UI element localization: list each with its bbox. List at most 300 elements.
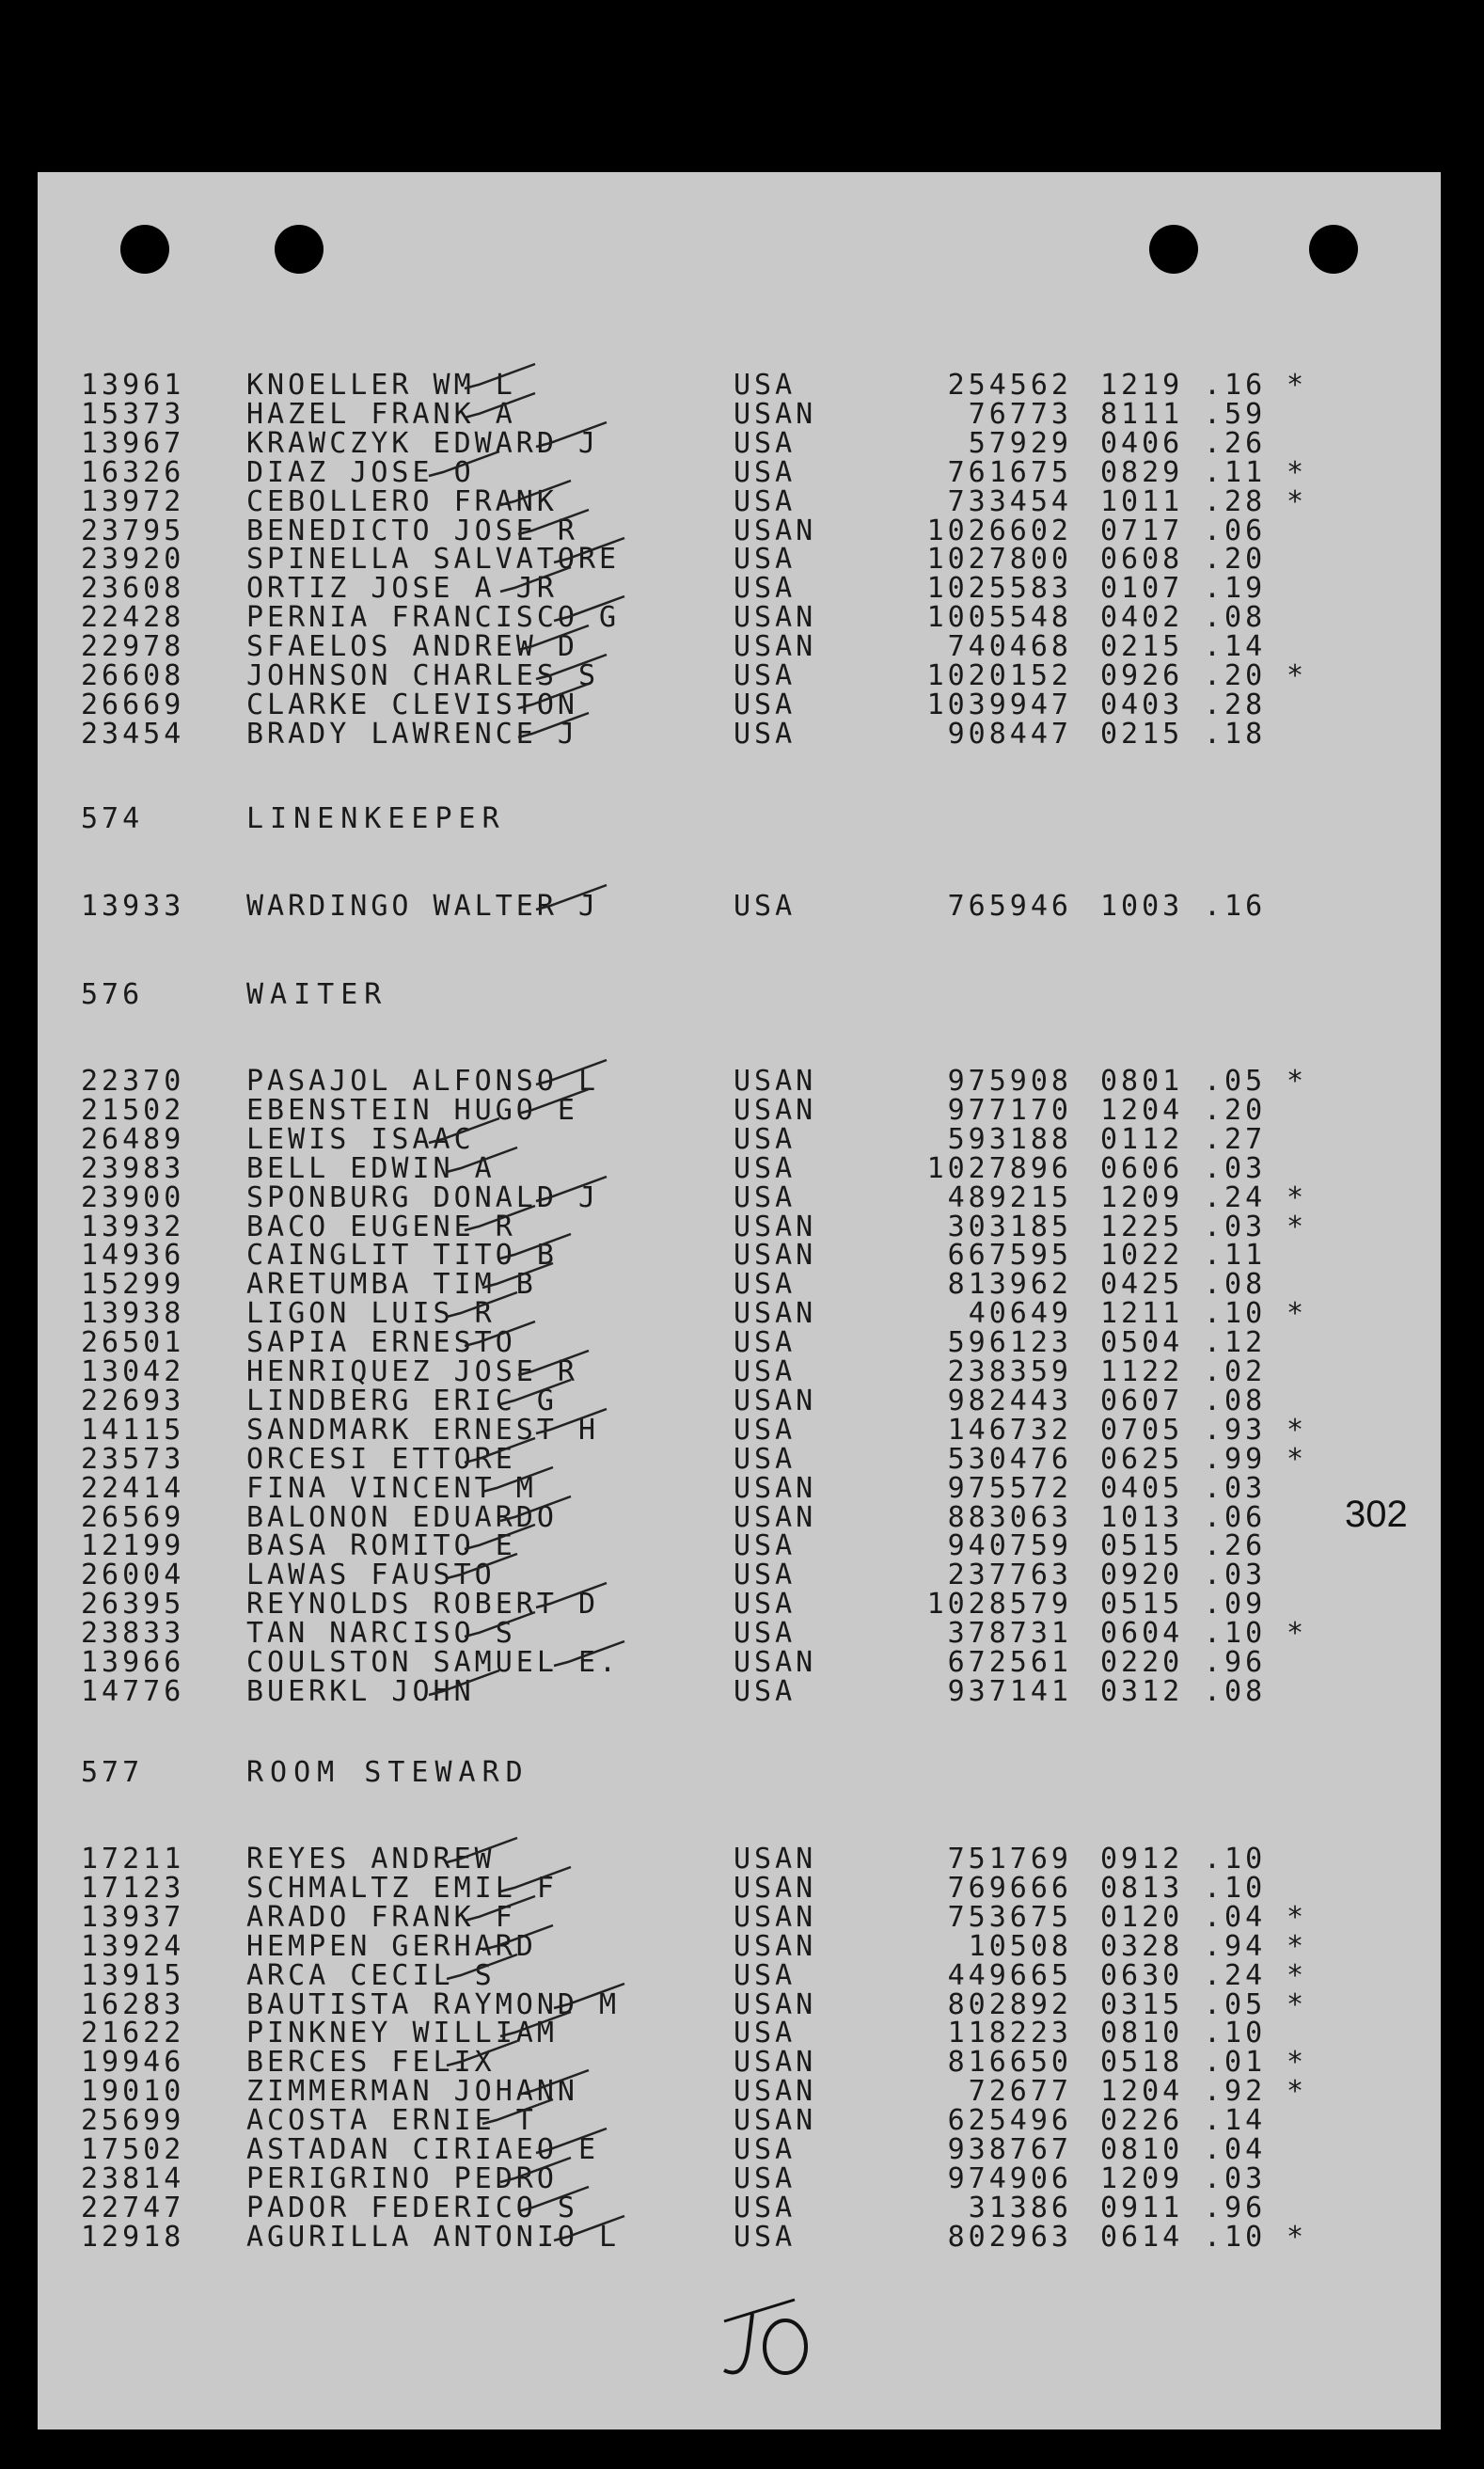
employee-name: LINDBERG ERIC G — [246, 1384, 558, 1417]
employee-name: SAPIA ERNESTO — [246, 1326, 516, 1360]
employee-id: 21622 — [81, 2017, 185, 2050]
page-number: 302 — [1345, 1494, 1408, 1535]
employee-name: BRADY LAWRENCE J — [246, 717, 578, 751]
document-number: 761675 — [947, 455, 1072, 489]
document-number: 76773 — [968, 397, 1072, 431]
rate-value: .04 — [1204, 2133, 1267, 2166]
nationality: USAN — [734, 2046, 817, 2080]
star-flag: * — [1287, 1987, 1308, 2021]
rate-value: .08 — [1204, 1384, 1267, 1417]
employee-id: 26569 — [81, 1500, 185, 1534]
date-code: 0604 — [1100, 1617, 1184, 1651]
employee-id: 13933 — [81, 890, 185, 923]
document-number: 1026602 — [926, 514, 1072, 547]
document-number: 940759 — [947, 1529, 1072, 1563]
document-number: 57929 — [968, 426, 1072, 460]
rate-value: .08 — [1204, 1674, 1267, 1708]
rate-value: .06 — [1204, 1500, 1267, 1534]
nationality: USA — [734, 1674, 797, 1708]
employee-name: BENEDICTO JOSE R — [246, 514, 578, 547]
nationality: USA — [734, 2017, 797, 2050]
nationality: USAN — [734, 1384, 817, 1417]
date-code: 0107 — [1100, 572, 1184, 606]
rate-value: .10 — [1204, 1871, 1267, 1905]
star-flag: * — [1287, 484, 1308, 518]
employee-id: 16283 — [81, 1987, 185, 2021]
employee-name: JOHNSON CHARLES S — [246, 659, 600, 692]
employee-id: 16326 — [81, 455, 185, 489]
nationality: USAN — [734, 514, 817, 547]
document-number: 489215 — [947, 1180, 1072, 1214]
nationality: USA — [734, 1617, 797, 1651]
date-code: 0518 — [1100, 2046, 1184, 2080]
nationality: USAN — [734, 1646, 817, 1679]
date-code: 0705 — [1100, 1413, 1184, 1447]
date-code: 1003 — [1100, 890, 1184, 923]
employee-id: 26395 — [81, 1588, 185, 1622]
employee-name: LAWAS FAUSTO — [246, 1559, 496, 1592]
rate-value: .03 — [1204, 1210, 1267, 1243]
nationality: USAN — [734, 601, 817, 635]
nationality: USAN — [734, 1065, 817, 1098]
nationality: USA — [734, 426, 797, 460]
date-code: 0630 — [1100, 1958, 1184, 1992]
employee-id: 23795 — [81, 514, 185, 547]
rate-value: .11 — [1204, 1239, 1267, 1273]
employee-name: KRAWCZYK EDWARD J — [246, 426, 600, 460]
nationality: USAN — [734, 1239, 817, 1273]
rate-value: .92 — [1204, 2075, 1267, 2109]
star-flag: * — [1287, 1929, 1308, 1963]
date-code: 0215 — [1100, 717, 1184, 751]
document-number: 813962 — [947, 1268, 1072, 1302]
employee-id: 12918 — [81, 2220, 185, 2254]
rate-value: .08 — [1204, 601, 1267, 635]
employee-id: 26004 — [81, 1559, 185, 1592]
rate-value: .26 — [1204, 426, 1267, 460]
document-number: 254562 — [947, 369, 1072, 402]
section-code: 576 — [81, 978, 144, 1011]
rate-value: .05 — [1204, 1987, 1267, 2021]
employee-id: 23900 — [81, 1180, 185, 1214]
document-number: 118223 — [947, 2017, 1072, 2050]
rate-value: .10 — [1204, 2017, 1267, 2050]
date-code: 8111 — [1100, 397, 1184, 431]
date-code: 0810 — [1100, 2133, 1184, 2166]
employee-name: HENRIQUEZ JOSE R — [246, 1355, 578, 1388]
employee-name: ARCA CECIL S — [246, 1958, 496, 1992]
rate-value: .10 — [1204, 1297, 1267, 1331]
rate-value: .96 — [1204, 2191, 1267, 2224]
employee-id: 14776 — [81, 1674, 185, 1708]
employee-name: ORCESI ETTORE — [246, 1442, 516, 1476]
date-code: 0614 — [1100, 2220, 1184, 2254]
employee-name: BAUTISTA RAYMOND M — [246, 1987, 621, 2021]
star-flag: * — [1287, 2046, 1308, 2080]
date-code: 0406 — [1100, 426, 1184, 460]
employee-id: 13924 — [81, 1929, 185, 1963]
nationality: USA — [734, 890, 797, 923]
nationality: USA — [734, 543, 797, 577]
rate-value: .28 — [1204, 484, 1267, 518]
nationality: USA — [734, 2133, 797, 2166]
document-number: 303185 — [947, 1210, 1072, 1243]
star-flag: * — [1287, 1065, 1308, 1098]
date-code: 0120 — [1100, 1900, 1184, 1934]
rate-value: .96 — [1204, 1646, 1267, 1679]
star-flag: * — [1287, 1617, 1308, 1651]
rate-value: .03 — [1204, 2161, 1267, 2195]
document-number: 449665 — [947, 1958, 1072, 1992]
employee-id: 23573 — [81, 1442, 185, 1476]
nationality: USA — [734, 2161, 797, 2195]
date-code: 1209 — [1100, 1180, 1184, 1214]
employee-id: 23920 — [81, 543, 185, 577]
employee-name: PERNIA FRANCISCO G — [246, 601, 621, 635]
nationality: USA — [734, 1413, 797, 1447]
date-code: 1204 — [1100, 2075, 1184, 2109]
rate-value: .14 — [1204, 630, 1267, 664]
employee-id: 13937 — [81, 1900, 185, 1934]
nationality: USAN — [734, 397, 817, 431]
date-code: 0504 — [1100, 1326, 1184, 1360]
star-flag: * — [1287, 1958, 1308, 1992]
employee-id: 15373 — [81, 397, 185, 431]
date-code: 0810 — [1100, 2017, 1184, 2050]
nationality: USAN — [734, 1900, 817, 1934]
employee-id: 25699 — [81, 2104, 185, 2138]
document-number: 765946 — [947, 890, 1072, 923]
employee-id: 23454 — [81, 717, 185, 751]
date-code: 0425 — [1100, 1268, 1184, 1302]
document-number: 908447 — [947, 717, 1072, 751]
date-code: 0625 — [1100, 1442, 1184, 1476]
nationality: USAN — [734, 1871, 817, 1905]
rate-value: .16 — [1204, 369, 1267, 402]
document-number: 72677 — [968, 2075, 1072, 2109]
document-number: 975572 — [947, 1471, 1072, 1505]
employee-id: 13938 — [81, 1297, 185, 1331]
rate-value: .93 — [1204, 1413, 1267, 1447]
employee-name: COULSTON SAMUEL E. — [246, 1646, 621, 1679]
employee-name: CAINGLIT TITO B — [246, 1239, 558, 1273]
employee-name: PADOR FEDERICO S — [246, 2191, 578, 2224]
rate-value: .03 — [1204, 1559, 1267, 1592]
employee-name: KNOELLER WM L — [246, 369, 516, 402]
employee-name: LIGON LUIS R — [246, 1297, 496, 1331]
document-number: 238359 — [947, 1355, 1072, 1388]
star-flag: * — [1287, 369, 1308, 402]
rate-value: .19 — [1204, 572, 1267, 606]
document-number: 802892 — [947, 1987, 1072, 2021]
date-code: 0403 — [1100, 688, 1184, 721]
rate-value: .20 — [1204, 659, 1267, 692]
punch-hole — [1149, 225, 1198, 274]
document-number: 802963 — [947, 2220, 1072, 2254]
employee-id: 22978 — [81, 630, 185, 664]
employee-id: 19946 — [81, 2046, 185, 2080]
date-code: 0215 — [1100, 630, 1184, 664]
date-code: 1011 — [1100, 484, 1184, 518]
nationality: USA — [734, 659, 797, 692]
employee-id: 13042 — [81, 1355, 185, 1388]
document-number: 31386 — [968, 2191, 1072, 2224]
date-code: 0920 — [1100, 1559, 1184, 1592]
employee-id: 21502 — [81, 1093, 185, 1127]
bottom-mark-text: J0 — [705, 2295, 707, 2296]
nationality: USA — [734, 1442, 797, 1476]
document-number: 1020152 — [926, 659, 1072, 692]
nationality: USA — [734, 1122, 797, 1156]
employee-name: BALONON EDUARDO — [246, 1500, 558, 1534]
nationality: USAN — [734, 2104, 817, 2138]
document-number: 937141 — [947, 1674, 1072, 1708]
rate-value: .24 — [1204, 1180, 1267, 1214]
date-code: 1211 — [1100, 1297, 1184, 1331]
document-number: 237763 — [947, 1559, 1072, 1592]
employee-name: REYNOLDS ROBERT D — [246, 1588, 600, 1622]
employee-id: 26669 — [81, 688, 185, 721]
employee-name: BACO EUGENE R — [246, 1210, 516, 1243]
nationality: USA — [734, 2191, 797, 2224]
document-number: 593188 — [947, 1122, 1072, 1156]
rate-value: .08 — [1204, 1268, 1267, 1302]
employee-id: 22747 — [81, 2191, 185, 2224]
nationality: USA — [734, 1326, 797, 1360]
employee-name: SANDMARK ERNEST H — [246, 1413, 600, 1447]
document-number: 883063 — [947, 1500, 1072, 1534]
star-flag: * — [1287, 1210, 1308, 1243]
star-flag: * — [1287, 659, 1308, 692]
employee-id: 13915 — [81, 1958, 185, 1992]
document-number: 751769 — [947, 1843, 1072, 1875]
employee-name: BELL EDWIN A — [246, 1151, 496, 1185]
nationality: USA — [734, 717, 797, 751]
nationality: USA — [734, 369, 797, 402]
employee-name: AGURILLA ANTONIO L — [246, 2220, 621, 2254]
employee-name: ARADO FRANK F — [246, 1900, 516, 1934]
document-number: 40649 — [968, 1297, 1072, 1331]
rate-value: .20 — [1204, 1093, 1267, 1127]
employee-name: BUERKL JOHN — [246, 1674, 475, 1708]
document-number: 733454 — [947, 484, 1072, 518]
employee-id: 17123 — [81, 1871, 185, 1905]
document-number: 1027896 — [926, 1151, 1072, 1185]
employee-id: 13932 — [81, 1210, 185, 1243]
document-number: 1039947 — [926, 688, 1072, 721]
rate-value: .16 — [1204, 890, 1267, 923]
employee-name: REYES ANDREW — [246, 1843, 496, 1875]
date-code: 0112 — [1100, 1122, 1184, 1156]
employee-id: 22414 — [81, 1471, 185, 1505]
date-code: 0405 — [1100, 1471, 1184, 1505]
document-number: 530476 — [947, 1442, 1072, 1476]
nationality: USAN — [734, 2075, 817, 2109]
rate-value: .04 — [1204, 1900, 1267, 1934]
rate-value: .18 — [1204, 717, 1267, 751]
nationality: USA — [734, 1588, 797, 1622]
section-title: LINENKEEPER — [246, 802, 506, 835]
nationality: USA — [734, 572, 797, 606]
date-code: 0226 — [1100, 2104, 1184, 2138]
document-number: 816650 — [947, 2046, 1072, 2080]
rate-value: .26 — [1204, 1529, 1267, 1563]
employee-id: 23983 — [81, 1151, 185, 1185]
date-code: 0402 — [1100, 601, 1184, 635]
punch-hole — [120, 225, 169, 274]
date-code: 0926 — [1100, 659, 1184, 692]
employee-name: CEBOLLERO FRANK — [246, 484, 558, 518]
employee-id: 22693 — [81, 1384, 185, 1417]
date-code: 0515 — [1100, 1529, 1184, 1563]
employee-id: 13967 — [81, 426, 185, 460]
section-title: WAITER — [246, 978, 388, 1011]
employee-id: 19010 — [81, 2075, 185, 2109]
employee-id: 15299 — [81, 1268, 185, 1302]
document-number: 10508 — [968, 1929, 1072, 1963]
document-number: 146732 — [947, 1413, 1072, 1447]
document-number: 1028579 — [926, 1588, 1072, 1622]
employee-name: FINA VINCENT M — [246, 1471, 537, 1505]
section-code: 574 — [81, 802, 144, 835]
employee-name: DIAZ JOSE O — [246, 455, 475, 489]
document-number: 1027800 — [926, 543, 1072, 577]
employee-id: 13972 — [81, 484, 185, 518]
initials-mark — [705, 2295, 837, 2408]
rate-value: .10 — [1204, 1617, 1267, 1651]
employee-id: 23833 — [81, 1617, 185, 1651]
star-flag: * — [1287, 2075, 1308, 2109]
employee-name: SPINELLA SALVATORE — [246, 543, 621, 577]
employee-name: HEMPEN GERHARD — [246, 1929, 537, 1963]
date-code: 0813 — [1100, 1871, 1184, 1905]
nationality: USA — [734, 1529, 797, 1563]
date-code: 1122 — [1100, 1355, 1184, 1388]
rate-value: .28 — [1204, 688, 1267, 721]
date-code: 1204 — [1100, 1093, 1184, 1127]
date-code: 0911 — [1100, 2191, 1184, 2224]
star-flag: * — [1287, 1180, 1308, 1214]
employee-id: 14115 — [81, 1413, 185, 1447]
employee-id: 14936 — [81, 1239, 185, 1273]
nationality: USAN — [734, 1210, 817, 1243]
employee-id: 26501 — [81, 1326, 185, 1360]
employee-name: ASTADAN CIRIAEO E — [246, 2133, 600, 2166]
rate-value: .94 — [1204, 1929, 1267, 1963]
rate-value: .10 — [1204, 2220, 1267, 2254]
document-number: 378731 — [947, 1617, 1072, 1651]
document-number: 740468 — [947, 630, 1072, 664]
nationality: USAN — [734, 1297, 817, 1331]
employee-name: LEWIS ISAAC — [246, 1122, 475, 1156]
date-code: 1013 — [1100, 1500, 1184, 1534]
employee-name: SCHMALTZ EMIL F — [246, 1871, 558, 1905]
section-title: ROOM STEWARD — [246, 1756, 529, 1789]
rate-value: .99 — [1204, 1442, 1267, 1476]
document-number: 974906 — [947, 2161, 1072, 2195]
employee-id: 23814 — [81, 2161, 185, 2195]
date-code: 0801 — [1100, 1065, 1184, 1098]
employee-name: WARDINGO WALTER J — [246, 890, 600, 923]
nationality: USAN — [734, 1843, 817, 1875]
employee-name: ACOSTA ERNIE T — [246, 2104, 537, 2138]
employee-id: 13966 — [81, 1646, 185, 1679]
employee-name: CLARKE CLEVISTON — [246, 688, 578, 721]
employee-id: 23608 — [81, 572, 185, 606]
document-number: 625496 — [947, 2104, 1072, 2138]
employee-id: 13961 — [81, 369, 185, 402]
rate-value: .03 — [1204, 1151, 1267, 1185]
date-code: 0829 — [1100, 455, 1184, 489]
nationality: USAN — [734, 1471, 817, 1505]
rate-value: .05 — [1204, 1065, 1267, 1098]
rate-value: .24 — [1204, 1958, 1267, 1992]
document-number: 977170 — [947, 1093, 1072, 1127]
employee-name: PERIGRINO PEDRO — [246, 2161, 558, 2195]
employee-name: PASAJOL ALFONSO L — [246, 1065, 600, 1098]
nationality: USA — [734, 1355, 797, 1388]
date-code: 0717 — [1100, 514, 1184, 547]
nationality: USAN — [734, 1987, 817, 2021]
rate-value: .10 — [1204, 1843, 1267, 1875]
punch-hole — [1309, 225, 1358, 274]
date-code: 1219 — [1100, 369, 1184, 402]
date-code: 0607 — [1100, 1384, 1184, 1417]
nationality: USA — [734, 1180, 797, 1214]
star-flag: * — [1287, 1442, 1308, 1476]
employee-name: HAZEL FRANK A — [246, 397, 516, 431]
employee-name: ORTIZ JOSE A JR — [246, 572, 558, 606]
section-code: 577 — [81, 1756, 144, 1789]
document-number: 672561 — [947, 1646, 1072, 1679]
document-number: 753675 — [947, 1900, 1072, 1934]
nationality: USAN — [734, 1093, 817, 1127]
date-code: 0606 — [1100, 1151, 1184, 1185]
nationality: USA — [734, 1559, 797, 1592]
star-flag: * — [1287, 2220, 1308, 2254]
nationality: USA — [734, 688, 797, 721]
date-code: 0515 — [1100, 1588, 1184, 1622]
date-code: 0220 — [1100, 1646, 1184, 1679]
nationality: USA — [734, 484, 797, 518]
rate-value: .12 — [1204, 1326, 1267, 1360]
rate-value: .59 — [1204, 397, 1267, 431]
punch-hole — [275, 225, 324, 274]
employee-name: ZIMMERMAN JOHANN — [246, 2075, 578, 2109]
document-number: 938767 — [947, 2133, 1072, 2166]
date-code: 1225 — [1100, 1210, 1184, 1243]
nationality: USAN — [734, 1500, 817, 1534]
date-code: 0315 — [1100, 1987, 1184, 2021]
star-flag: * — [1287, 1413, 1308, 1447]
rate-value: .09 — [1204, 1588, 1267, 1622]
document-number: 769666 — [947, 1871, 1072, 1905]
nationality: USAN — [734, 630, 817, 664]
star-flag: * — [1287, 1900, 1308, 1934]
document-number: 982443 — [947, 1384, 1072, 1417]
date-code: 1209 — [1100, 2161, 1184, 2195]
rate-value: .27 — [1204, 1122, 1267, 1156]
document-number: 975908 — [947, 1065, 1072, 1098]
employee-name: EBENSTEIN HUGO E — [246, 1093, 578, 1127]
employee-name: BASA ROMITO E — [246, 1529, 516, 1563]
employee-id: 22428 — [81, 601, 185, 635]
employee-name: BERCES FELIX — [246, 2046, 496, 2080]
rate-value: .01 — [1204, 2046, 1267, 2080]
employee-id: 17502 — [81, 2133, 185, 2166]
employee-id: 22370 — [81, 1065, 185, 1098]
employee-id: 26489 — [81, 1122, 185, 1156]
